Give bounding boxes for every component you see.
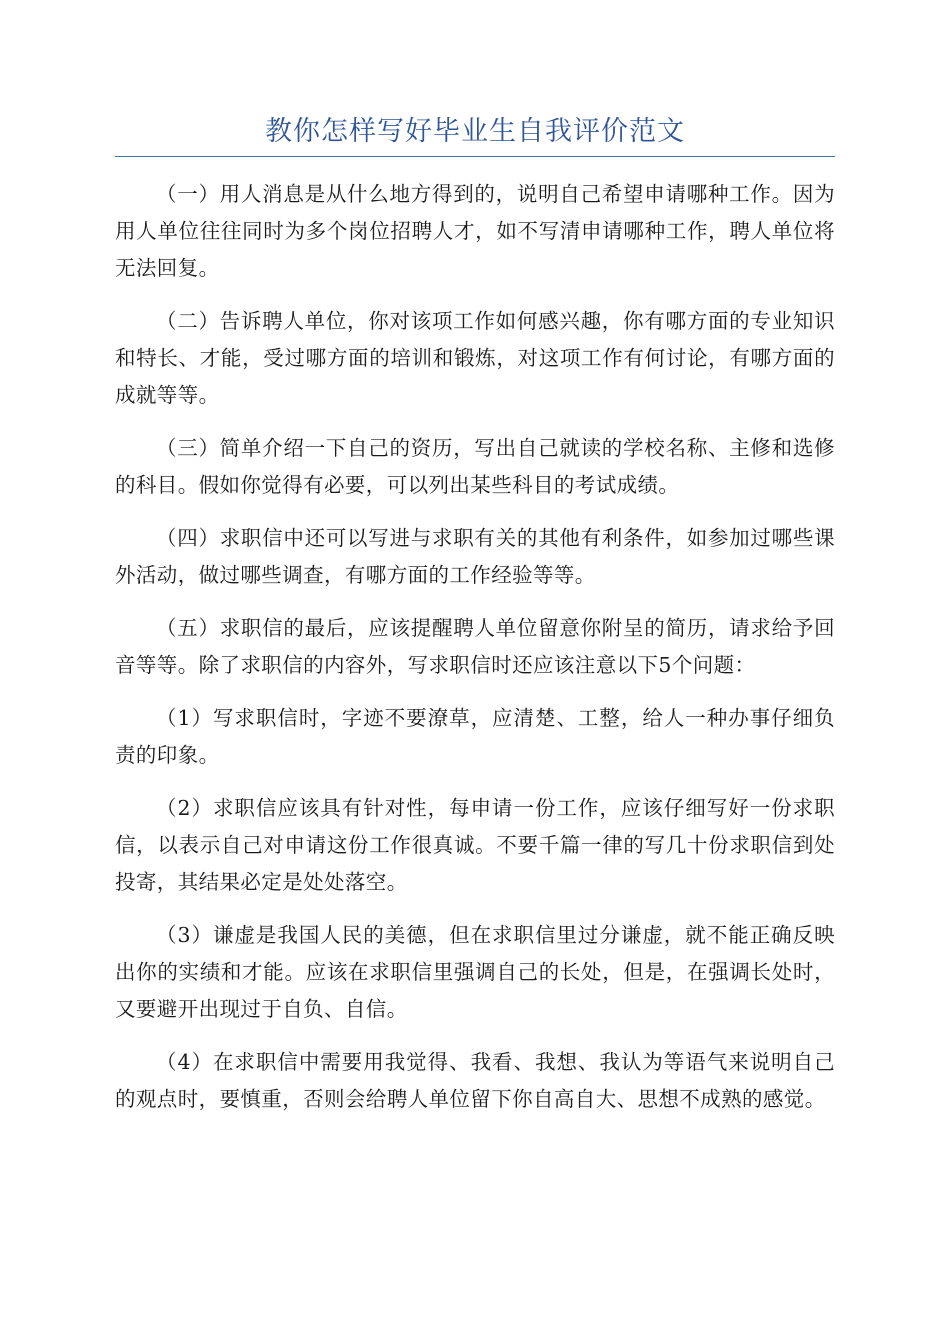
page-title: 教你怎样写好毕业生自我评价范文 — [265, 116, 685, 147]
paragraph-8: （3）谦虚是我国人民的美德，但在求职信里过分谦虚，就不能正确反映出你的实绩和才能。应该在求职信里强调自己的长处，但是，在强调长处时，又要避开出现过于自负、自信。 — [115, 923, 835, 1021]
document-body — [115, 176, 835, 1134]
paragraph-9: （4）在求职信中需要用我觉得、我看、我想、我认为等语气来说明自己的观点时，要慎重，否则会给聘人单位留下你自高自大、思想不成熟的感觉。 — [115, 1050, 835, 1111]
paragraph-7: （2）求职信应该具有针对性，每申请一份工作，应该仔细写好一份求职信，以表示自己对申请这份工作很真诚。不要千篇一律的写几十份求职信到处投寄，其结果必定是处处落空。 — [115, 796, 835, 894]
paragraph-5: （五）求职信的最后，应该提醒聘人单位留意你附呈的简历，请求给予回音等等。除了求职信的内容外，写求职信时还应该注意以下5个问题： — [115, 616, 835, 677]
paragraph-3: （三）简单介绍一下自己的资历，写出自己就读的学校名称、主修和选修的科目。假如你觉得有必要，可以列出某些科目的考试成绩。 — [115, 436, 835, 497]
paragraph-4: （四）求职信中还可以写进与求职有关的其他有利条件，如参加过哪些课外活动，做过哪些调查，有哪方面的工作经验等等。 — [115, 526, 835, 587]
title-block — [115, 112, 835, 157]
paragraph-1: （一）用人消息是从什么地方得到的，说明自己希望申请哪种工作。因为用人单位往往同时为多个岗位招聘人才，如不写清申请哪种工作，聘人单位将无法回复。 — [115, 182, 835, 280]
paragraph-2: （二）告诉聘人单位，你对该项工作如何感兴趣，你有哪方面的专业知识和特长、才能，受过哪方面的培训和锻炼，对这项工作有何讨论，有哪方面的成就等等。 — [115, 309, 835, 407]
paragraph-6: （1）写求职信时，字迹不要潦草，应清楚、工整，给人一种办事仔细负责的印象。 — [115, 706, 835, 767]
